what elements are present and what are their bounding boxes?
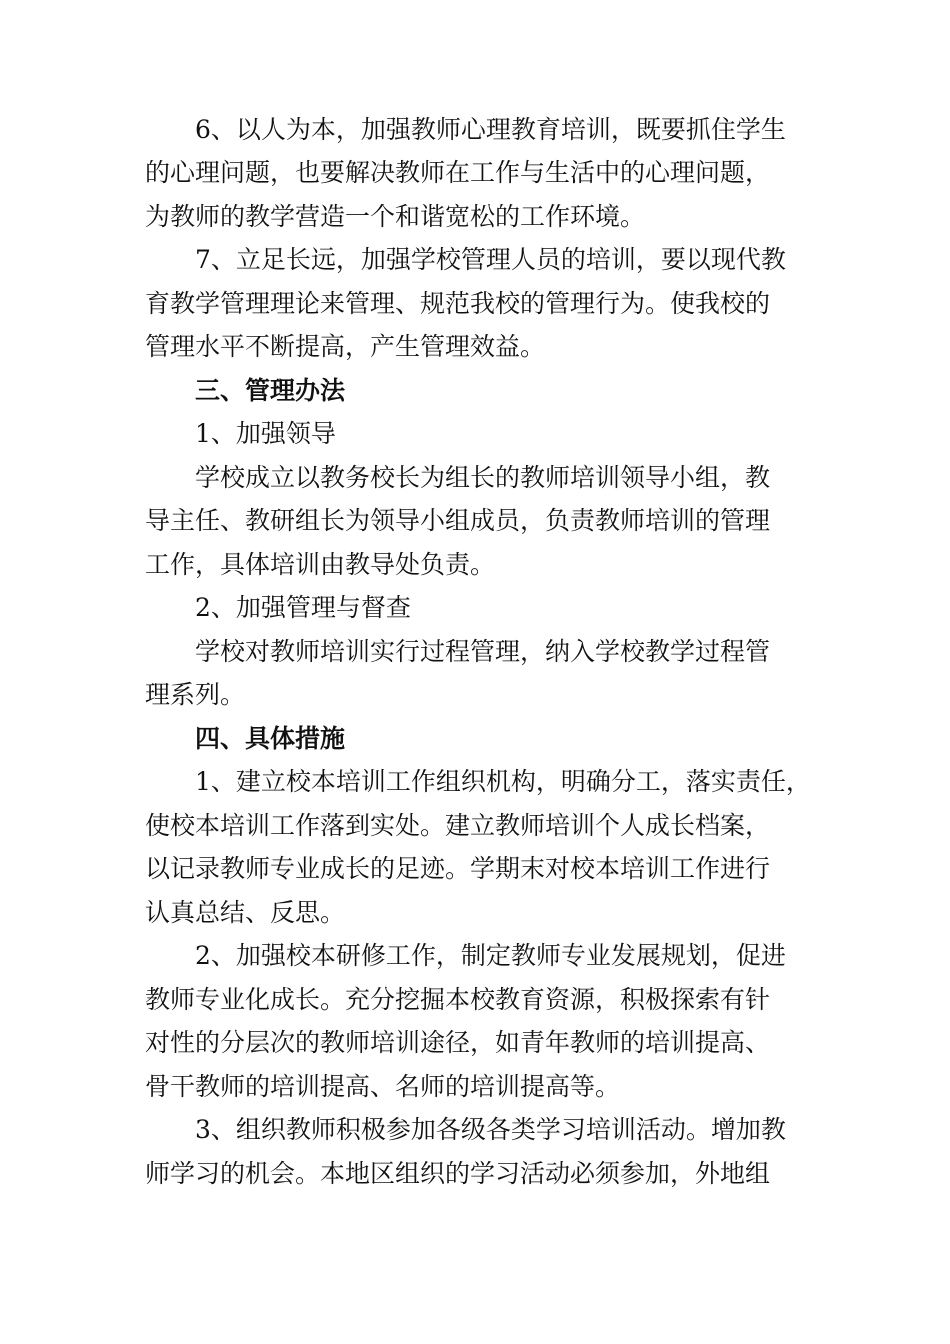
paragraph-line: 使校本培训工作落到实处。建立教师培训个人成长档案， (145, 811, 771, 840)
section-heading: 四、具体措施 (195, 724, 346, 753)
paragraph-line: 育教学管理理论来管理、规范我校的管理行为。使我校的 (145, 289, 771, 318)
paragraph-line: 学校对教师培训实行过程管理，纳入学校教学过程管 (195, 637, 771, 666)
paragraph-line: 7、立足长远，加强学校管理人员的培训，要以现代教 (195, 245, 786, 274)
paragraph-line: 对性的分层次的教师培训途径，如青年教师的培训提高、 (145, 1028, 771, 1057)
paragraph-line: 导主任、教研组长为领导小组成员，负责教师培训的管理 (145, 506, 771, 535)
paragraph-line: 2、加强校本研修工作，制定教师专业发展规划，促进 (195, 941, 786, 970)
paragraph-line: 理系列。 (145, 680, 246, 709)
paragraph-line: 管理水平不断提高，产生管理效益。 (145, 332, 546, 361)
paragraph-line: 认真总结、反思。 (145, 898, 346, 927)
paragraph-line: 的心理问题，也要解决教师在工作与生活中的心理问题， (145, 158, 771, 187)
paragraph-line: 骨干教师的培训提高、名师的培训提高等。 (145, 1072, 621, 1101)
paragraph-line: 学校成立以教务校长为组长的教师培训领导小组，教 (195, 463, 771, 492)
paragraph-line: 师学习的机会。本地区组织的学习活动必须参加，外地组 (145, 1159, 771, 1188)
subsection-heading: 1、加强领导 (195, 419, 336, 448)
paragraph-line: 为教师的教学营造一个和谐宽松的工作环境。 (145, 202, 646, 231)
paragraph-line: 工作，具体培训由教导处负责。 (145, 550, 496, 579)
subsection-heading: 2、加强管理与督查 (195, 593, 411, 622)
paragraph-line: 3、组织教师积极参加各级各类学习培训活动。增加教 (195, 1115, 786, 1144)
paragraph-line: 6、以人为本，加强教师心理教育培训，既要抓住学生 (195, 115, 786, 144)
section-heading: 三、管理办法 (195, 376, 346, 405)
paragraph-line: 1、建立校本培训工作组织机构，明确分工，落实责任， (195, 767, 811, 796)
paragraph-line: 以记录教师专业成长的足迹。学期末对校本培训工作进行 (145, 854, 771, 883)
paragraph-line: 教师专业化成长。充分挖掘本校教育资源，积极探索有针 (145, 985, 771, 1014)
